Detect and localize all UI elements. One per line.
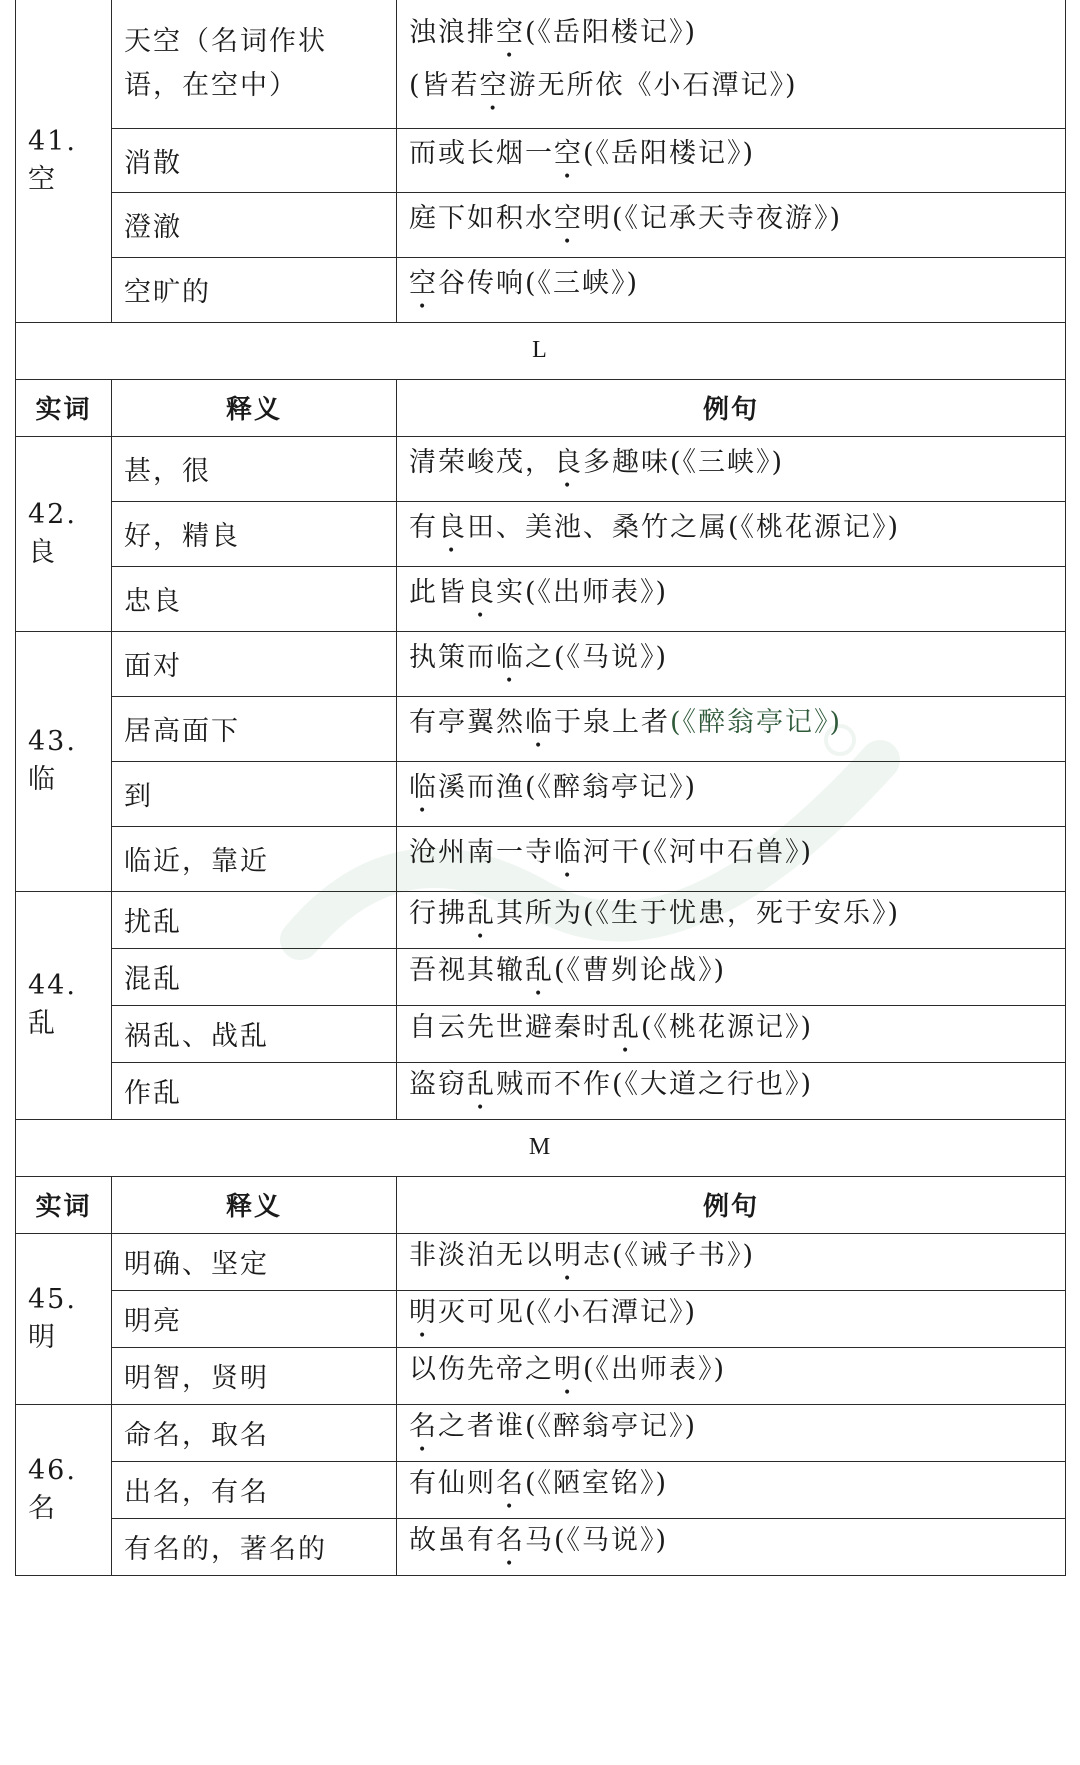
example-text: 之者谁(《醉翁亭记》) [438, 1410, 698, 1442]
headword: 43. 临 [16, 631, 112, 891]
example-text: 而或长烟一 [409, 138, 554, 169]
emphasized-word: 良 [438, 511, 467, 543]
example-text: 故虽有 [409, 1524, 496, 1556]
example-cell [397, 1290, 1066, 1347]
example-cell [397, 1518, 1066, 1575]
example-text: 明(《记承天寺夜游》) [583, 202, 843, 234]
example-text: (《曹刿论战》) [554, 954, 727, 986]
table-row [16, 761, 1066, 826]
example-cell [397, 891, 1066, 948]
example-text: 非淡泊无以 [409, 1239, 554, 1271]
table-row [16, 1005, 1066, 1062]
example-text: 以伤先帝之 [409, 1353, 554, 1385]
example-text: 游无所依《小石潭记》) [508, 69, 798, 101]
example-text: (《岳阳楼记》) [583, 138, 756, 169]
table-row [16, 501, 1066, 566]
emphasized-word: 乱 [525, 954, 554, 986]
example-line [409, 1465, 1053, 1515]
meaning-cell: 明智，贤明 [112, 1347, 397, 1404]
header-example: 例句 [397, 379, 1066, 436]
section-letter-row [16, 322, 1066, 379]
example-text: 田、美池、桑竹之属(《桃花源记》) [467, 511, 901, 543]
example-line [409, 1237, 1053, 1287]
example-cell [397, 128, 1066, 192]
table-row [16, 826, 1066, 891]
example-text: 盗窃 [409, 1068, 467, 1100]
meaning-cell: 好，精良 [112, 501, 397, 566]
example-cell [397, 1404, 1066, 1461]
example-text: (《岳阳楼记》) [525, 16, 698, 48]
example-text: 之(《马说》) [525, 641, 669, 673]
emphasized-word: 空 [554, 138, 583, 169]
example-text: 有仙则 [409, 1467, 496, 1499]
emphasized-word: 明 [409, 1296, 438, 1328]
example-line [409, 444, 1053, 494]
emphasized-word: 明 [554, 1239, 583, 1271]
example-line [409, 509, 1053, 559]
table-row [16, 631, 1066, 696]
emphasized-word: 良 [554, 446, 583, 478]
emphasized-word: 名 [496, 1467, 525, 1499]
example-line [409, 1351, 1053, 1401]
example-cell [397, 948, 1066, 1005]
table-row [16, 1404, 1066, 1461]
example-text: 灭可见(《小石潭记》) [438, 1296, 698, 1328]
example-cell [397, 761, 1066, 826]
table-row [16, 128, 1066, 192]
example-text: 志(《诫子书》) [583, 1239, 756, 1271]
example-cell [397, 436, 1066, 501]
example-line [409, 704, 1053, 754]
example-text: 行拂 [409, 897, 467, 929]
headword: 42. 良 [16, 436, 112, 631]
header-meaning: 释义 [112, 379, 397, 436]
example-text: 浊浪排 [409, 16, 496, 48]
meaning-cell: 明确、坚定 [112, 1233, 397, 1290]
example-text: 其所为(《生于忧患，死于安乐》) [496, 897, 901, 929]
example-text: 沧州南一寺 [409, 836, 554, 868]
example-text: 贼而不作(《大道之行也》) [496, 1068, 814, 1100]
emphasized-word: 临 [496, 641, 525, 673]
table-row [16, 436, 1066, 501]
emphasized-word: 空 [496, 16, 525, 48]
meaning-cell: 忠良 [112, 566, 397, 631]
emphasized-word: 乱 [467, 1068, 496, 1100]
example-line [409, 952, 1053, 1002]
example-line [409, 639, 1053, 689]
example-text: 有 [409, 511, 438, 543]
headword: 45. 明 [16, 1233, 112, 1404]
emphasized-word: 空 [479, 69, 509, 101]
example-cell [397, 0, 1066, 128]
example-cell [397, 1005, 1066, 1062]
meaning-cell: 作乱 [112, 1062, 397, 1119]
section-letter: M [16, 1119, 1066, 1176]
emphasized-word: 乱 [467, 897, 496, 929]
example-text: 清荣峻茂， [409, 446, 554, 478]
table-header-row [16, 1176, 1066, 1233]
example-line [409, 200, 1053, 250]
example-line [409, 1408, 1053, 1458]
example-text: 马(《马说》) [525, 1524, 669, 1556]
table-row [16, 948, 1066, 1005]
example-text: (《出师表》) [583, 1353, 727, 1385]
example-line [409, 574, 1053, 624]
example-text: 执策而 [409, 641, 496, 673]
table-row [16, 1233, 1066, 1290]
emphasized-word: 名 [496, 1524, 525, 1556]
example-line [409, 11, 1053, 64]
emphasized-word: 空 [554, 202, 583, 234]
example-text: 河干(《河中石兽》) [583, 836, 814, 868]
table-row [16, 257, 1066, 322]
example-line [409, 1522, 1053, 1572]
meaning-cell: 居高面下 [112, 696, 397, 761]
example-cell [397, 1233, 1066, 1290]
headword: 46. 名 [16, 1404, 112, 1575]
table-row [16, 1347, 1066, 1404]
example-text: 实(《出师表》) [496, 576, 669, 608]
meaning-cell: 有名的，著名的 [112, 1518, 397, 1575]
example-line [409, 834, 1053, 884]
table-row [16, 566, 1066, 631]
example-line [409, 1066, 1053, 1116]
section-letter-row [16, 1119, 1066, 1176]
meaning-cell: 澄澈 [112, 192, 397, 257]
example-line [409, 769, 1053, 819]
example-cell [397, 696, 1066, 761]
example-cell [397, 501, 1066, 566]
example-line [409, 1009, 1053, 1059]
emphasized-word: 明 [554, 1353, 583, 1385]
headword: 41. 空 [16, 0, 112, 322]
example-cell [397, 192, 1066, 257]
emphasized-word: 良 [467, 576, 496, 608]
meaning-cell: 命名，取名 [112, 1404, 397, 1461]
headword: 44. 乱 [16, 891, 112, 1119]
meaning-cell: 扰乱 [112, 891, 397, 948]
emphasized-word: 空 [409, 267, 438, 299]
example-cell [397, 566, 1066, 631]
meaning-cell: 明亮 [112, 1290, 397, 1347]
header-example: 例句 [397, 1176, 1066, 1233]
example-line [409, 1294, 1053, 1344]
header-meaning: 释义 [112, 1176, 397, 1233]
emphasized-word: 临 [409, 771, 438, 803]
example-source: (《醉翁亭记》) [670, 706, 843, 738]
example-cell [397, 1347, 1066, 1404]
table-row [16, 192, 1066, 257]
meaning-cell: 混乱 [112, 948, 397, 1005]
emphasized-word: 名 [409, 1410, 438, 1442]
meaning-cell: 消散 [112, 128, 397, 192]
meaning-cell: 临近，靠近 [112, 826, 397, 891]
example-line [409, 895, 1053, 945]
meaning-cell: 到 [112, 761, 397, 826]
example-text: (皆若 [409, 69, 480, 101]
meaning-cell: 天空（名词作状语，在空中） [112, 0, 397, 128]
example-line [409, 135, 1053, 185]
example-line [409, 64, 1053, 117]
example-text: 此皆 [409, 576, 467, 608]
example-cell [397, 1062, 1066, 1119]
example-text: (《陋室铭》) [525, 1467, 669, 1499]
example-text: 有亭翼然 [409, 706, 525, 738]
meaning-cell: 祸乱、战乱 [112, 1005, 397, 1062]
example-cell [397, 1461, 1066, 1518]
example-text: 谷传响(《三峡》) [438, 267, 640, 299]
vocabulary-table [15, 0, 1066, 1576]
table-row [16, 1518, 1066, 1575]
example-cell [397, 826, 1066, 891]
table-row [16, 891, 1066, 948]
meaning-cell: 空旷的 [112, 257, 397, 322]
example-cell [397, 257, 1066, 322]
header-word: 实词 [16, 1176, 112, 1233]
emphasized-word: 乱 [612, 1011, 641, 1043]
example-text: 自云先世避秦时 [409, 1011, 612, 1043]
table-row [16, 1461, 1066, 1518]
example-cell [397, 631, 1066, 696]
table-row [16, 696, 1066, 761]
table-row [16, 1290, 1066, 1347]
meaning-cell: 甚，很 [112, 436, 397, 501]
example-text: 多趣味(《三峡》) [583, 446, 785, 478]
example-text: 吾视其辙 [409, 954, 525, 986]
example-line [409, 265, 1053, 315]
example-text: 庭下如积水 [409, 202, 554, 234]
meaning-cell: 出名，有名 [112, 1461, 397, 1518]
section-letter: L [16, 322, 1066, 379]
meaning-cell: 面对 [112, 631, 397, 696]
table-row [16, 0, 1066, 128]
table-row [16, 1062, 1066, 1119]
example-text: (《桃花源记》) [641, 1011, 814, 1043]
header-word: 实词 [16, 379, 112, 436]
example-text: 溪而渔(《醉翁亭记》) [438, 771, 698, 803]
emphasized-word: 临 [554, 836, 583, 868]
example-text: 于泉上者 [554, 706, 670, 738]
emphasized-word: 临 [525, 706, 554, 738]
table-header-row [16, 379, 1066, 436]
